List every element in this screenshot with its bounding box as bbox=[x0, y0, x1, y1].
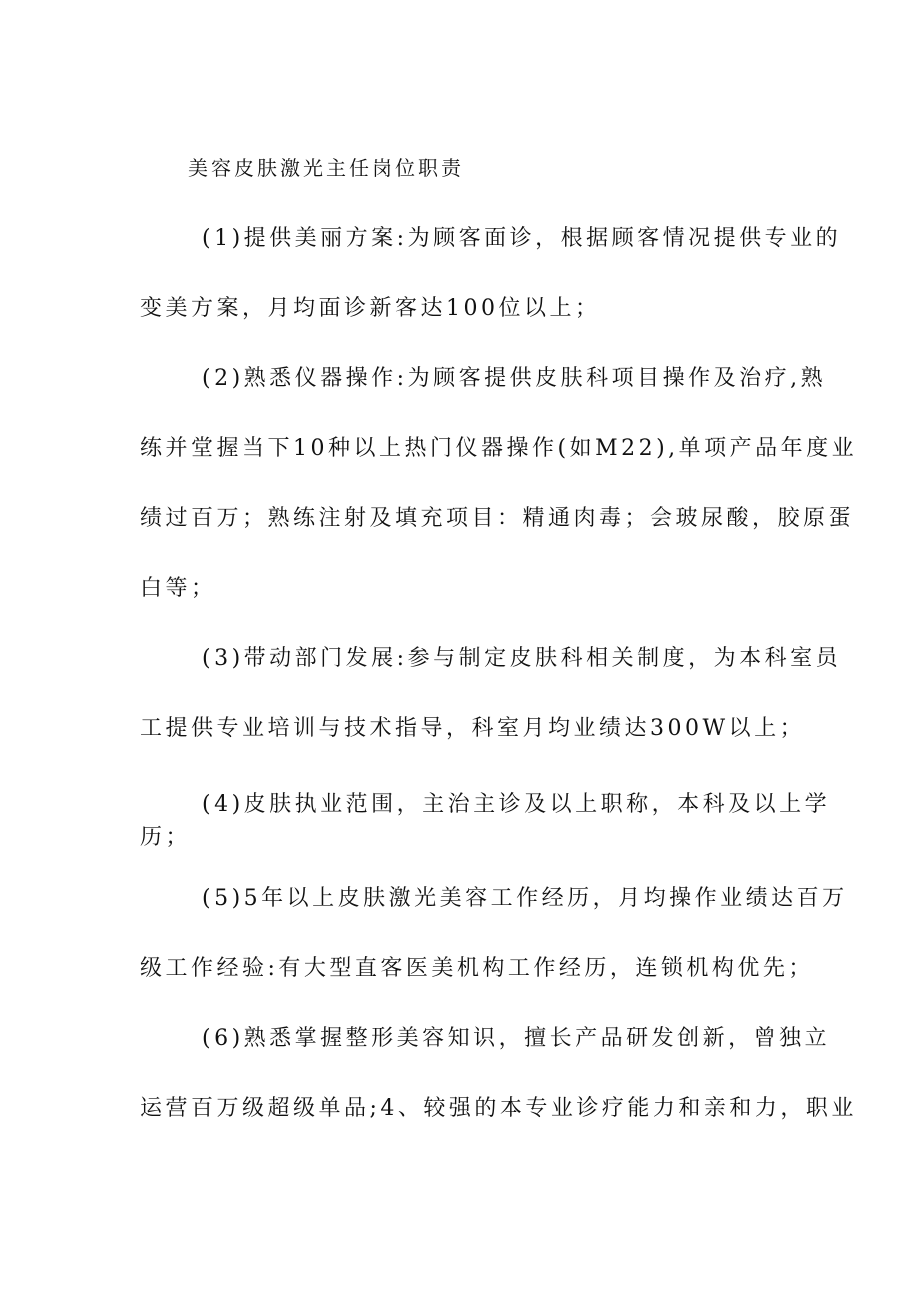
document-title: 美容皮肤激光主任岗位职责 bbox=[188, 156, 464, 180]
paragraph-3-line-2: 工提供专业培训与技术指导，科室月均业绩达300W以上； bbox=[140, 716, 806, 741]
paragraph-1-line-1: (1)提供美丽方案:为顾客面诊，根据顾客情况提供专业的 bbox=[202, 226, 842, 251]
paragraph-5-line-1: (5)5年以上皮肤激光美容工作经历，月均操作业绩达百万 bbox=[202, 886, 848, 911]
paragraph-1-line-2: 变美方案，月均面诊新客达100位以上； bbox=[140, 296, 601, 321]
paragraph-2-line-3: 绩过百万；熟练注射及填充项目：精通肉毒；会玻尿酸，胶原蛋 bbox=[140, 506, 855, 531]
paragraph-6-line-1: (6)熟悉掌握整形美容知识，擅长产品研发创新，曾独立 bbox=[202, 1026, 831, 1051]
paragraph-3-line-1: (3)带动部门发展:参与制定皮肤科相关制度，为本科室员 bbox=[202, 646, 842, 671]
paragraph-2-line-2: 练并堂握当下10种以上热门仪器操作(如M22),单项产品年度业 bbox=[140, 436, 858, 461]
paragraph-4-line-2: 历； bbox=[140, 825, 192, 850]
paragraph-5-line-2: 级工作经验:有大型直客医美机构工作经历，连锁机构优先； bbox=[140, 956, 814, 981]
paragraph-4-line-1: (4)皮肤执业范围，主治主诊及以上职称，本科及以上学 bbox=[202, 792, 831, 817]
paragraph-6-line-2: 运营百万级超级单品;4、较强的本专业诊疗能力和亲和力，职业 bbox=[140, 1096, 857, 1121]
paragraph-2-line-4: 白等； bbox=[140, 576, 217, 601]
paragraph-2-line-1: (2)熟悉仪器操作:为顾客提供皮肤科项目操作及治疗,熟 bbox=[202, 366, 827, 391]
